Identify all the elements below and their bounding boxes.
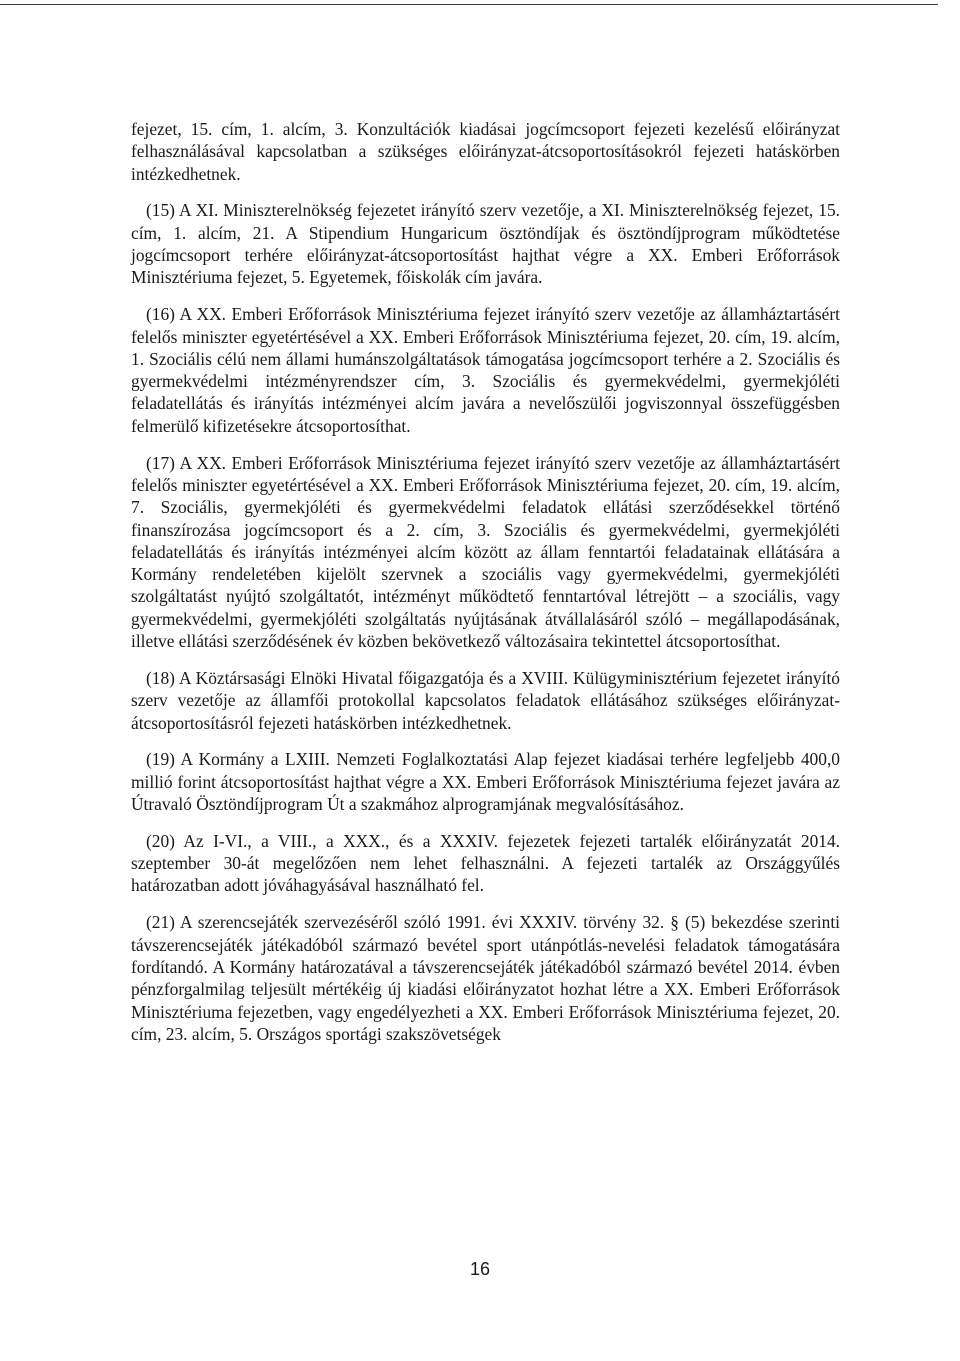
paragraph-21 bbox=[131, 911, 840, 1045]
document-body bbox=[131, 118, 840, 1060]
paragraph-20-text: (20) Az I-VI., a VIII., a XXX., és a XXXIV. fejezetek fejezeti tartalék előirányzatát 2014. szeptember 30-át megelőzően nem lehet felhasználni. A fejezeti tartalék az Országgyűlés határozatban adott jóváhagyásával használható fel. bbox=[131, 830, 840, 896]
paragraph-18 bbox=[131, 667, 840, 734]
paragraph-15-text: (15) A XI. Miniszterelnökség fejezetet irányító szerv vezetője, a XI. Miniszterelnökség fejezet, 15. cím, 1. alcím, 21. A Stipendium Hungaricum ösztöndíjak és ösztöndíjprogram működtetése jogcímcsoport terhére előirányzat-átcsoportosítást hajthat végre a XX. Emberi Erőforrások Minisztériuma fejezet, 5. Egyetemek, főiskolák cím javára. bbox=[131, 200, 840, 288]
top-rule-line bbox=[0, 4, 938, 5]
paragraph-16 bbox=[131, 303, 840, 437]
paragraph-16-text: (16) A XX. Emberi Erőforrások Minisztériuma fejezet irányító szerv vezetője az államháztartásért felelős miniszter egyetértésével a XX. Emberi Erőforrások Minisztériuma fejezet, 20. cím, 19. alcím, 1. Szociális célú nem állami humánszolgáltatások támogatása jogcímcsoport terhére a 2. Szociális és gyermekvédelmi intézményrendszer cím, 3. Szociális és gyermekvédelmi, gyermekjóléti feladatellátás és irányítás intézményei alcím javára a nevelőszülői jogviszonnyal összefüggésben felmerülő kifizetésekre átcsoportosíthat. bbox=[131, 304, 840, 436]
paragraph-19 bbox=[131, 748, 840, 815]
paragraph-17-text: (17) A XX. Emberi Erőforrások Minisztériuma fejezet irányító szerv vezetője az államháztartásért felelős miniszter egyetértésével a XX. Emberi Erőforrások Minisztériuma fejezet, 20. cím, 19. alcím, 7. Szociális, gyermekjóléti és gyermekvédelmi feladatok ellátási szerződésekkel történő finanszírozása jogcímcsoport és a 2. cím, 3. Szociális és gyermekvédelmi, gyermekjóléti feladatellátás és irányítás intézményei alcím között az állam fenntartói feladatainak ellátására a Kormány rendeletében kijelölt szervnek a szociális vagy gyermekvédelmi, gyermekjóléti szolgáltatást nyújtó szolgáltatót, intézményt működtető fenntartóval létrejött – a szociális, vagy gyermekvédelmi, gyermekjóléti szolgáltatás nyújtásának átvállalásáról szóló – megállapodásának, illetve ellátási szerződésének év közben bekövetkező változásaira tekintettel átcsoportosíthat. bbox=[131, 452, 840, 652]
page-number: 16 bbox=[469, 1259, 491, 1279]
paragraph-continuation: fejezet, 15. cím, 1. alcím, 3. Konzultációk kiadásai jogcímcsoport fejezeti kezelésű előirányzat felhasználásával kapcsolatban a szükséges előirányzat-átcsoportosításokról fejezeti hatáskörben intézkedhetnek. bbox=[131, 119, 840, 184]
paragraph-20 bbox=[131, 830, 840, 897]
paragraph-18-text: (18) A Köztársasági Elnöki Hivatal főigazgatója és a XVIII. Külügyminisztérium fejezetet irányító szerv vezetője az államfői protokollal kapcsolatos feladatok ellátásához szükséges előirányzat-átcsoportosításról fejezeti hatáskörben intézkedhetnek. bbox=[131, 667, 840, 733]
paragraph-19-text: (19) A Kormány a LXIII. Nemzeti Foglalkoztatási Alap fejezet kiadásai terhére legfeljebb 400,0 millió forint átcsoportosítást hajthat végre a XX. Emberi Erőforrások Minisztériuma fejezet javára az Útravaló Ösztöndíjprogram Út a szakmához alprogramjának megvalósításához. bbox=[131, 749, 840, 814]
paragraph-17 bbox=[131, 452, 840, 653]
paragraph-15 bbox=[131, 199, 840, 288]
paragraph-21-text: (21) A szerencsejáték szervezéséről szóló 1991. évi XXXIV. törvény 32. § (5) bekezdése szerinti távszerencsejáték játékadóból származó bevétel sport utánpótlás-nevelési feladatok támogatására fordítandó. A Kormány határozatával a távszerencsejáték játékadóból származó bevétel 2014. évben pénzforgalmilag teljesült mértékéig új kiadási előirányzatot hozhat létre a XX. Emberi Erőforrások Minisztériuma fejezetben, vagy engedélyezheti a XX. Emberi Erőforrások Minisztériuma fejezet, 20. cím, 23. alcím, 5. Országos sportági szakszövetségek bbox=[131, 912, 840, 1044]
